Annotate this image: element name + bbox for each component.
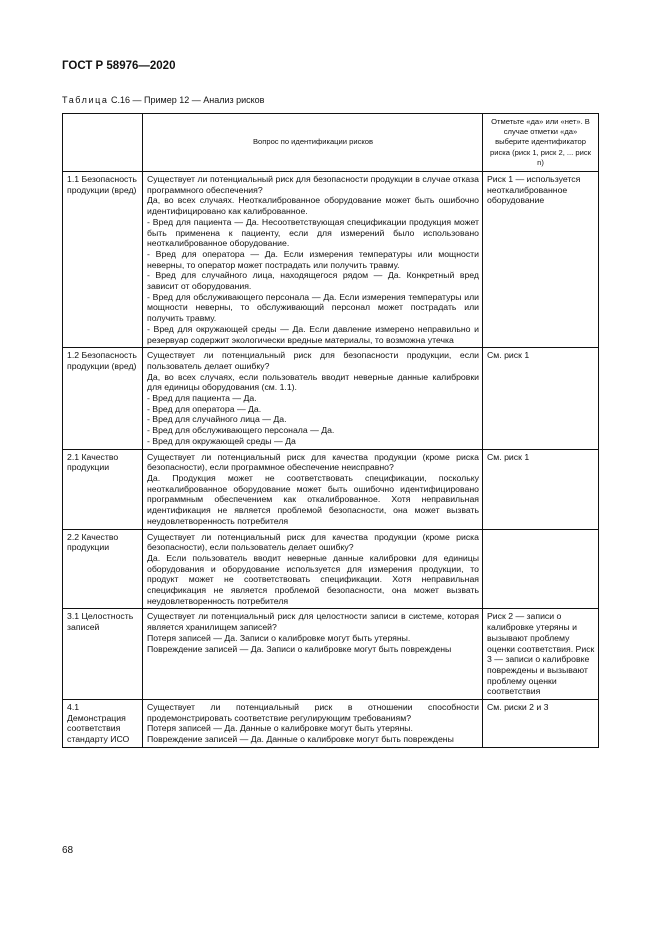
table-row [63,609,599,700]
question-cell [143,529,483,609]
question-line: Да. Если пользователь вводит неверные данные калибровки для единицы оборудования и оборудование используется для измерения продукции, то продукт может не соответствовать спецификации. Хотя неправильная спецификация не является проблемой безопасности, она может вызвать неудовлетворенность потребителя [147,552,479,606]
question-line: Существует ли потенциальный риск для качества продукции (кроме риска безопасности), если программное обеспечение неисправно? [147,451,479,473]
risk-cell [483,529,599,609]
question-line: - Вред для оператора — Да. Если измерения температуры или мощности неверны, то оператор может пострадать или получить травму. [147,248,479,270]
question-line: Существует ли потенциальный риск в отношении способности продемонстрировать соответствие регулирующим требованиям? [147,702,479,723]
risk-analysis-table [62,113,599,748]
question-line: Повреждение записей — Да. Записи о калибровке могут быть повреждены [147,643,452,654]
hazard-cell: 1.1 Безопасность продукции (вред) [63,172,143,348]
hazard-cell: 1.2 Безопасность продукции (вред) [63,348,143,449]
table-row [63,700,599,748]
question-line: Потеря записей — Да. Данные о калибровке могут быть утеряны. [147,723,413,734]
question-cell [143,609,483,700]
table-row [63,172,599,348]
caption-text: С.16 — Пример 12 — Анализ рисков [108,95,265,105]
table-header-row [63,114,599,172]
document-header: ГОСТ Р 58976—2020 [62,60,176,72]
question-cell [143,449,483,529]
hazard-cell: 2.1 Качество продукции [63,449,143,529]
caption-label: Таблица [62,95,109,105]
risk-cell: Риск 2 — записи о калибровке утеряны и вызывают проблему оценки соответствия. Риск 3 — записи о калибровке повреждены и вызывают проблему оценки соответствия [483,609,599,700]
risk-cell: См. риски 2 и 3 [483,700,599,748]
table-row [63,529,599,609]
question-line: Повреждение записей — Да. Данные о калибровке могут быть повреждены [147,734,454,745]
table-row [63,449,599,529]
question-line: - Вред для случайного лица — Да. [147,414,287,425]
question-line: Да. Продукция может не соответствовать спецификации, поскольку неоткалиброванное оборудование может быть ошибочно идентифицировано программным обеспечением как откалиброванное. Хотя неправильная идентификация не является проблемой безопасности, она может вызвать неудовлетворенность потребителя [147,473,479,526]
question-line: - Вред для окружающей среды — Да [147,435,296,446]
question-cell [143,348,483,449]
question-line: Существует ли потенциальный риск для безопасности продукции в случае отказа программного обеспечения? [147,174,479,195]
risk-cell: См. риск 1 [483,348,599,449]
question-line: Да, во всех случаях. Неоткалиброванное оборудование может быть ошибочно идентифицировано как калиброванное. [147,195,479,217]
risk-cell: См. риск 1 [483,449,599,529]
risk-cell: Риск 1 — используется неоткалиброванное оборудование [483,172,599,348]
question-cell [143,700,483,748]
question-line: Существует ли потенциальный риск для целостности записи в системе, которая является хранилищем записей? [147,611,479,633]
header-question: Вопрос по идентификации рисков [143,114,483,172]
question-line: - Вред для случайного лица, находящегося рядом — Да. Конкретный вред зависит от оборудования. [147,270,479,292]
hazard-cell: 3.1 Целостность записей [63,609,143,700]
question-line: Существует ли потенциальный риск для качества продукции (кроме риска безопасности), если пользователь делает ошибку? [147,531,479,553]
hazard-cell: 4.1 Демонстрация соответствия стандарту ИСО [63,700,143,748]
header-hazard [63,114,143,172]
question-line: - Вред для обслуживающего персонала — Да. Если измерения температуры или мощности неверны, то обслуживающий персонал может пострадать или получить травму. [147,291,479,324]
question-line: Потеря записей — Да. Записи о калибровке могут быть утеряны. [147,632,411,643]
question-cell [143,172,483,348]
table-caption [62,95,264,105]
question-line: - Вред для обслуживающего персонала — Да. [147,425,335,436]
question-line: - Вред для пациента — Да. Несоответствующая спецификации продукция может быть применена к пациенту, если для измерений было использовано неоткалиброванное оборудование. [147,216,479,249]
question-line: - Вред для окружающей среды — Да. Если давление измерено неправильно и резервуар содержит экологически вредные материалы, то возможна утечка [147,323,479,345]
question-line: Существует ли потенциальный риск для безопасности продукции, если пользователь делает ошибку? [147,350,479,371]
page-number: 68 [62,845,74,856]
question-line: - Вред для пациента — Да. [147,393,257,404]
header-identifier: Отметьте «да» или «нет». В случае отметки «да» выберите идентификатор риска (риск 1, риск 2, ... риск n) [483,114,599,172]
question-line: Да, во всех случаях, если пользователь вводит неверные данные калибровки для единицы оборудования (см. 1.1). [147,371,479,393]
table-row [63,348,599,449]
hazard-cell: 2.2 Качество продукции [63,529,143,609]
question-line: - Вред для оператора — Да. [147,403,262,414]
